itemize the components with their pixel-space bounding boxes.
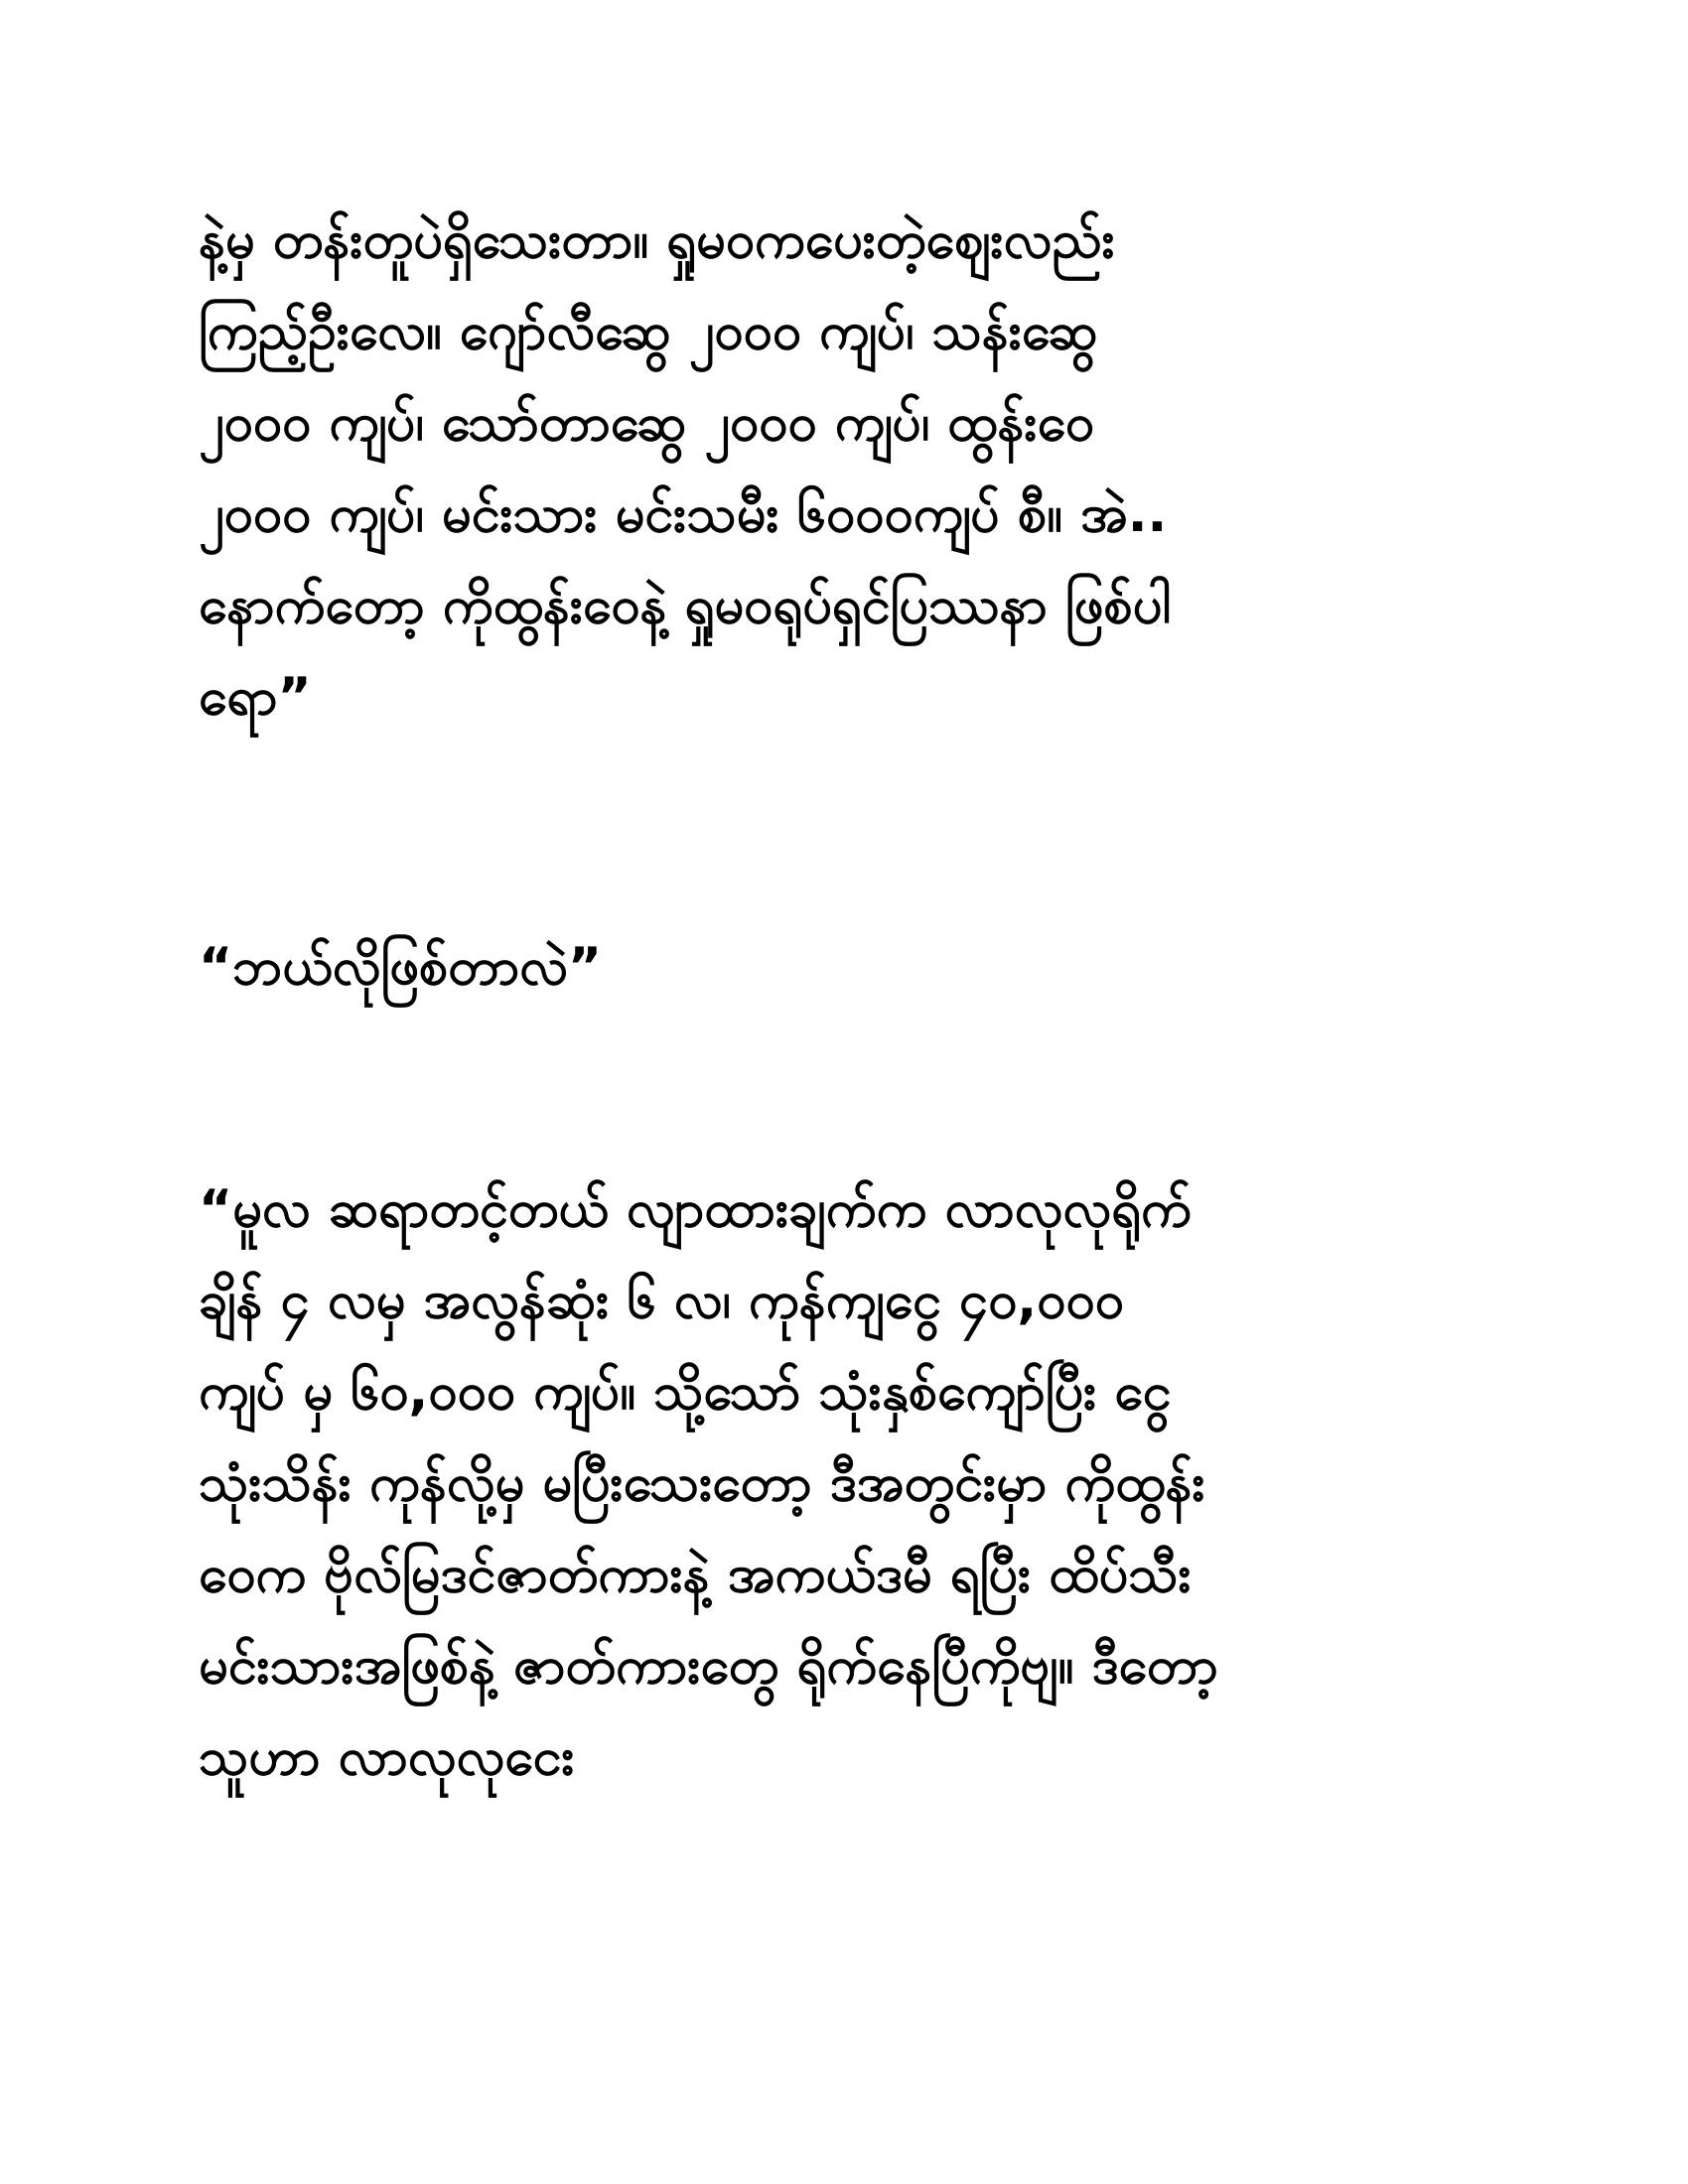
paragraph-line: သုံးသိန်း ကုန်လို့မှ မပြီးသေးတော့ ဒီအတွင်းမှာ ကိုထွန်း [199,1453,1205,1513]
paragraph-line: ရော” [199,667,312,727]
paragraph-line: ကျပ် မှ ၆၀,၀၀၀ ကျပ်။ သို့သော် သုံးနှစ်ကျော်ပြီး ငွေ [199,1362,1172,1422]
paragraph-line: ၂၀၀၀ ကျပ်၊ သော်တာဆွေ ၂၀၀၀ ကျပ်၊ ထွန်းဝေ [199,393,1095,453]
paragraph-line: ချိန် ၄ လမှ အလွန်ဆုံး ၆ လ၊ ကုန်ကျငွေ ၄၀,၀၀၀ [199,1271,1124,1330]
paragraph-line: ဝေက ဗိုလ်မြဒင်ဇာတ်ကားနဲ့ အကယ်ဒမီ ရပြီး ထိပ်သီး [199,1545,1192,1604]
paragraph-line: ကြည့်ဦးလေ။ ဂျော်လီဆွေ ၂၀၀၀ ကျပ်၊ သန်းဆွေ [199,302,1098,361]
paragraph-line: နောက်တော့ ကိုထွန်းဝေနဲ့ ရှုမဝရုပ်ရှင်ပြဿနာ ဖြစ်ပါ [199,576,1172,635]
paragraph-line: သူဟာ လာလုလုငေး [199,1727,575,1787]
paragraph-line: “မူလ ဆရာတင့်တယ် လျာထားချက်က လာလုလုရိုက် [199,1179,1192,1239]
paragraph-line: မင်းသားအဖြစ်နဲ့ ဇာတ်ကားတွေ ရိုက်နေပြီကိုဗျ။ ဒီတော့ [199,1636,1218,1696]
paragraph-line: နဲ့မှ တန်းတူပဲရှိသေးတာ။ ရှုမဝကပေးတဲ့ဈေးလည်း [199,210,1115,270]
paragraph-line: “ဘယ်လိုဖြစ်တာလဲ” [199,937,603,997]
paragraph-line: ၂၀၀၀ ကျပ်၊ မင်းသား မင်းသမီး ၆၀၀၀ကျပ် စီ။ အဲ.. [199,484,1168,544]
